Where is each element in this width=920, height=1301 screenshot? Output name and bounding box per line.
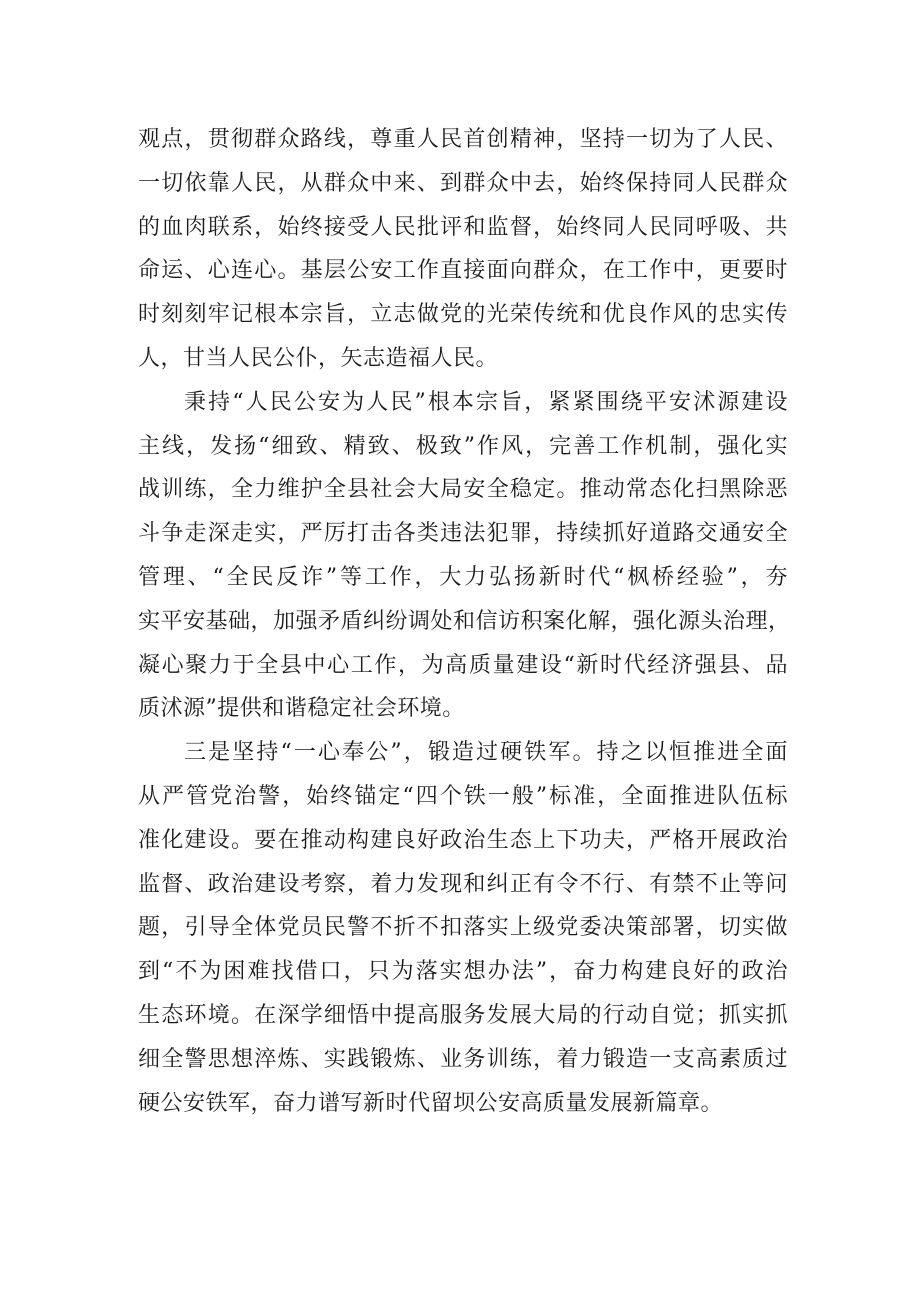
text-line: 生态环境。在深学细悟中提高服务发展大局的行动自觉；抓实抓 bbox=[138, 1002, 788, 1028]
text-line: 时刻刻牢记根本宗旨，立志做党的光荣传统和优良作风的忠实传 bbox=[138, 302, 788, 328]
text-line: 主线，发扬“细致、精致、极致”作风，完善工作机制，强化实 bbox=[138, 433, 788, 459]
text-line: 监督、政治建设考察，着力发现和纠正有令不行、有禁不止等问 bbox=[138, 871, 788, 897]
text-line: 从严管党治警，始终锚定“四个铁一般”标准，全面推进队伍标 bbox=[138, 783, 788, 809]
text-line: 一切依靠人民，从群众中来、到群众中去，始终保持同人民群众 bbox=[138, 170, 788, 196]
text-line: 秉持“人民公安为人民”根本宗旨，紧紧围绕平安沭源建设 bbox=[184, 389, 788, 415]
text-line: 凝心聚力于全县中心工作，为高质量建设“新时代经济强县、品 bbox=[138, 652, 788, 678]
paragraph-2 bbox=[138, 381, 791, 731]
text-line: 质沭源”提供和谐稳定社会环境。 bbox=[138, 696, 465, 722]
text-line: 命运、心连心。基层公安工作直接面向群众，在工作中，更要时 bbox=[138, 258, 788, 284]
paragraph-3 bbox=[138, 731, 788, 1125]
text-line: 观点，贯彻群众路线，尊重人民首创精神，坚持一切为了人民、 bbox=[138, 127, 788, 152]
text-line: 的血肉联系，始终接受人民批评和监督，始终同人民同呼吸、共 bbox=[138, 214, 788, 240]
text-line: 准化建设。要在推动构建良好政治生态上下功夫，严格开展政治 bbox=[138, 827, 788, 853]
text-line: 斗争走深走实，严厉打击各类违法犯罪，持续抓好道路交通安全 bbox=[138, 521, 788, 547]
text-line: 管理、“全民反诈”等工作，大力弘扬新时代“枫桥经验”，夯 bbox=[138, 564, 788, 590]
paragraph-1 bbox=[138, 118, 788, 381]
text-line: 实平安基础，加强矛盾纠纷调处和信访积案化解，强化源头治理， bbox=[138, 608, 791, 634]
text-line: 三是坚持“一心奉公”，锻造过硬铁军。持之以恒推进全面 bbox=[184, 740, 788, 766]
document-body bbox=[138, 118, 791, 1125]
text-line: 硬公安铁军，奋力谱写新时代留坝公安高质量发展新篇章。 bbox=[138, 1090, 724, 1116]
text-line: 战训练，全力维护全县社会大局安全稳定。推动常态化扫黑除恶 bbox=[138, 477, 788, 503]
text-line: 人，甘当人民公仆，矢志造福人民。 bbox=[138, 345, 499, 371]
text-line: 题，引导全体党员民警不折不扣落实上级党委决策部署，切实做 bbox=[138, 915, 788, 941]
text-line: 到“不为困难找借口，只为落实想办法”，奋力构建良好的政治 bbox=[138, 959, 788, 985]
text-line: 细全警思想淬炼、实践锻炼、业务训练，着力锻造一支高素质过 bbox=[138, 1046, 788, 1072]
